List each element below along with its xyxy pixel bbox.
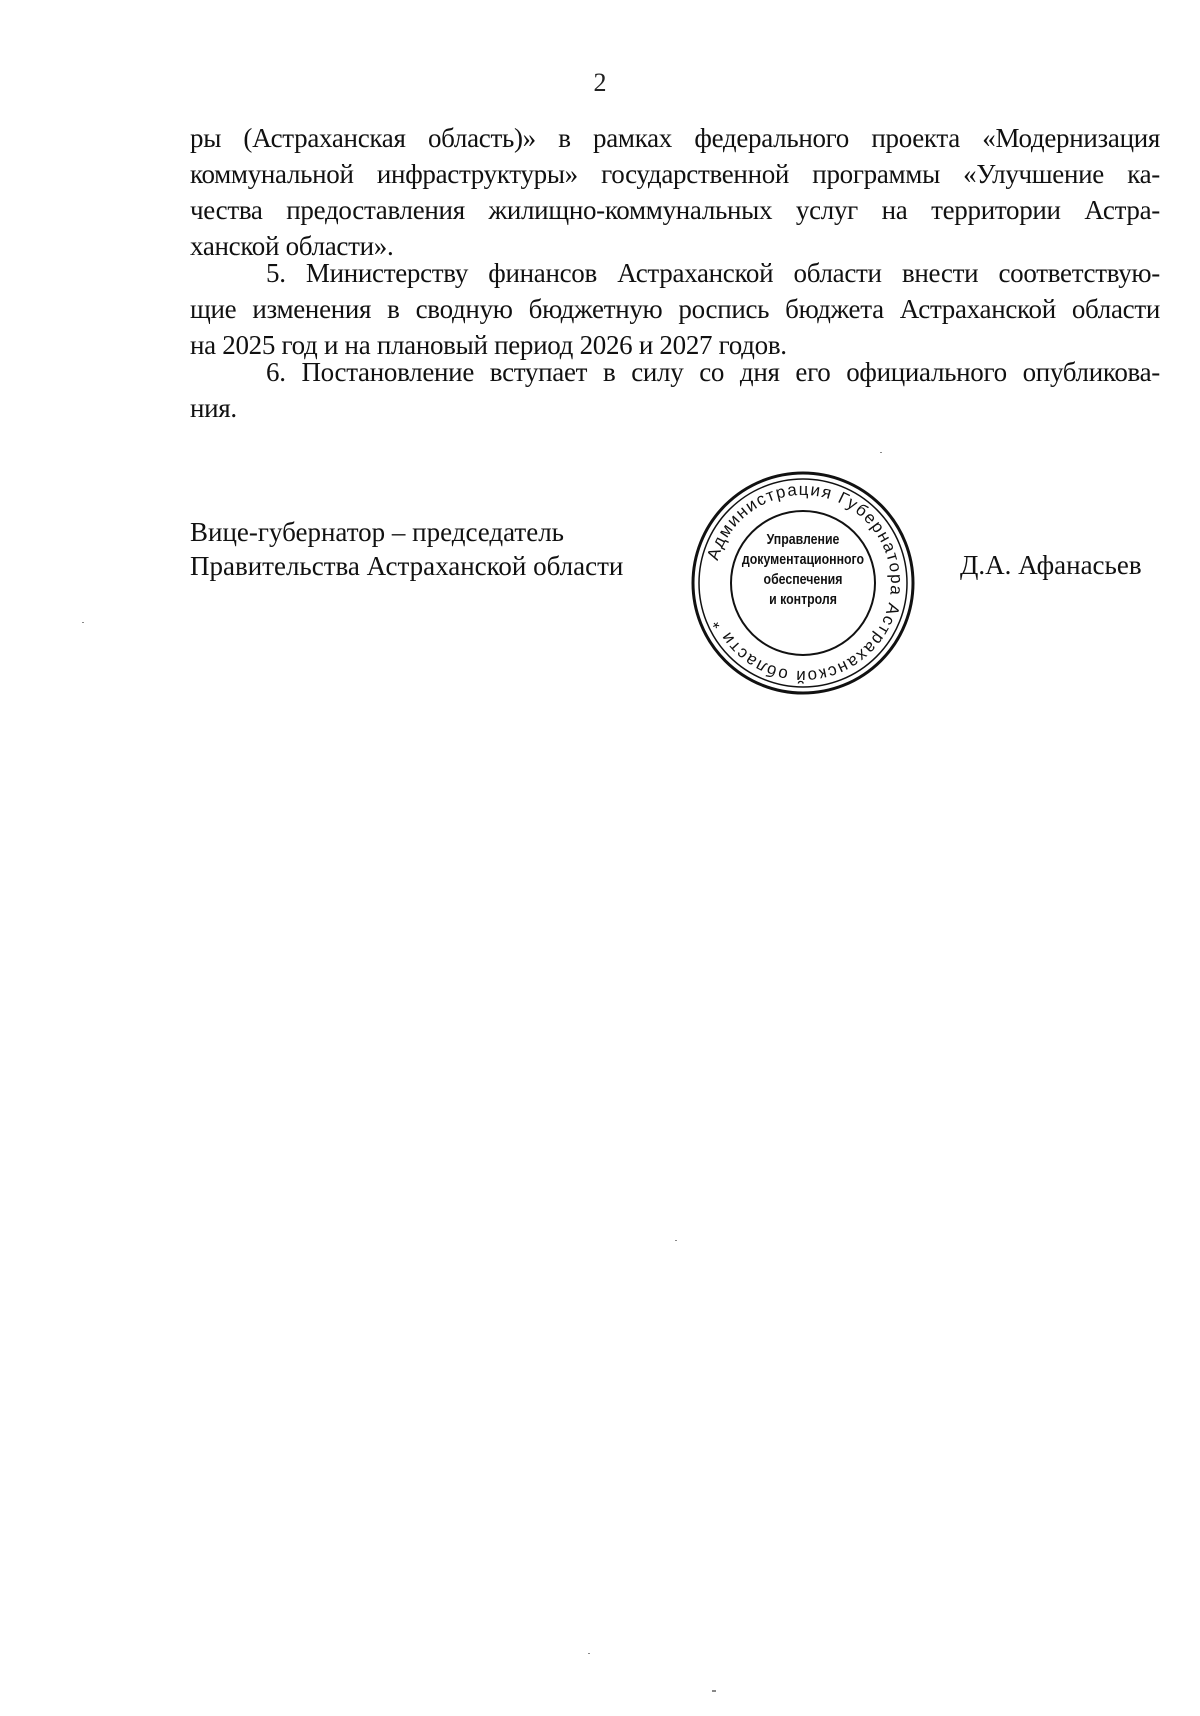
text-line: чества предоставления жилищно-коммунальных услуг на территории Астра- [190, 195, 1160, 225]
paragraph-item-6 [190, 354, 1160, 426]
seal-outer-text: Администрация Губернатора Астраханской области * [703, 479, 907, 687]
text-line: на 2025 год и на плановый период 2026 и 2027 годов. [190, 330, 787, 360]
text-line: ния. [190, 393, 237, 423]
signatory-position [190, 515, 623, 583]
signatory-name: Д.А. Афанасьев [960, 550, 1142, 580]
text-line: коммунальной инфраструктуры» государственной программы «Улучшение ка- [190, 159, 1160, 189]
scan-artifact [588, 1653, 590, 1654]
paragraph-item-5 [190, 255, 1160, 363]
seal-inner-text: Управление документационного обеспечения и контроля [741, 532, 865, 608]
official-seal [688, 468, 918, 698]
scan-artifact [675, 1240, 677, 1241]
page-number: 2 [593, 68, 607, 97]
scan-artifact [880, 452, 882, 453]
text-line: ханской области». [190, 231, 394, 261]
text-line: ры (Астраханская область)» в рамках федерального проекта «Модернизация [190, 123, 1160, 153]
position-line: Правительства Астраханской области [190, 551, 624, 581]
text-line: щие изменения в сводную бюджетную роспись бюджета Астраханской области [190, 294, 1160, 324]
text-line: 5. Министерству финансов Астраханской области внести соответствую- [266, 258, 1160, 288]
paragraph-continuation [190, 120, 1160, 264]
scan-artifact [712, 1690, 716, 1692]
position-line: Вице-губернатор – председатель [190, 517, 564, 547]
text-line: 6. Постановление вступает в силу со дня его официального опубликова- [266, 357, 1160, 387]
scan-artifact [82, 622, 84, 623]
